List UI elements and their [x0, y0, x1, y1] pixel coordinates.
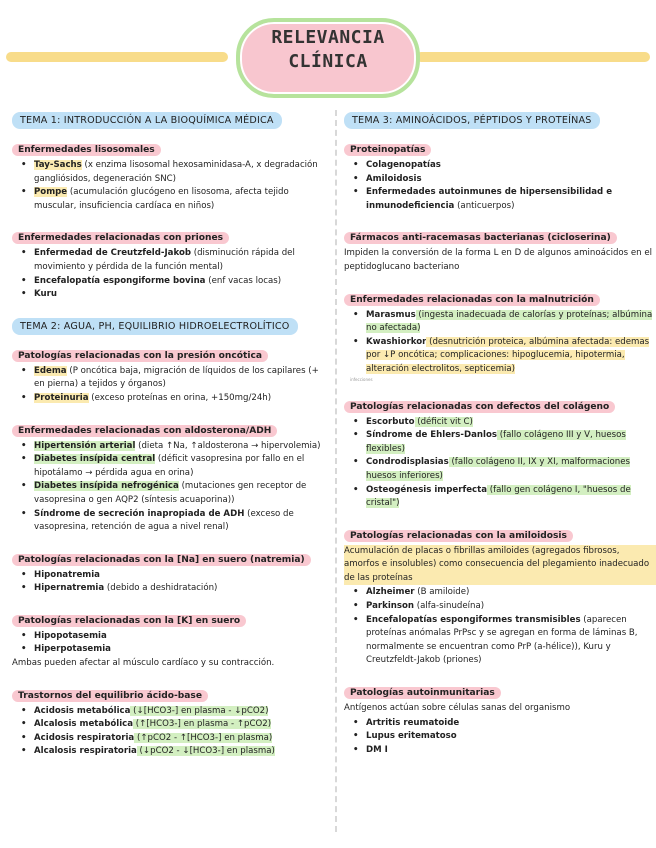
section-potasio — [12, 608, 324, 671]
section-heading: Enfermedades relacionadas con la malnutrición — [344, 294, 600, 306]
term: Síndrome de Ehlers-Danlos — [366, 430, 497, 441]
detail: (↓[HCO3-] en plasma - ↓pCO2) — [130, 705, 269, 716]
title-line-2: CLÍNICA — [288, 51, 368, 72]
term: Síndrome de secreción inapropiada de ADH — [34, 508, 245, 519]
column-divider — [335, 110, 337, 832]
term: Acidosis metabólica — [34, 705, 131, 716]
list-item — [344, 484, 656, 511]
term: Amiloidosis — [366, 173, 422, 184]
tema-2-heading: TEMA 2: AGUA, PH, EQUILIBRIO HIDROELECTROLÍTICO — [12, 318, 298, 335]
list-item — [344, 173, 656, 187]
term: Colagenopatías — [366, 160, 441, 170]
title-line-1: RELEVANCIA — [271, 27, 385, 48]
detail: (acumulación glucógeno en lisosoma, afecta tejido muscular, insuficiencia cardíaca en niños) — [34, 187, 289, 211]
term: Encefalopatía espongiforme bovina — [34, 275, 206, 286]
list-item — [12, 288, 324, 302]
tema-3-heading: TEMA 3: AMINOÁCIDOS, PÉPTIDOS Y PROTEÍNAS — [344, 112, 600, 129]
term: Enfermedad de Creutzfeld-Jakob — [34, 248, 192, 259]
list-item — [12, 582, 324, 596]
detail: (mutaciones gen receptor de vasopresina o gen AQP2 (síntesis acuaporina)) — [34, 481, 307, 505]
term: Marasmus — [366, 309, 416, 320]
term: Hiponatremia — [34, 569, 100, 580]
detail: (aparecen proteínas anómalas PrPsc y se agregan en forma de láminas B, normalmente se encuentran como PrP (a-hélice)), Kuru y Creutzfeldt-Jakob (priones) — [366, 614, 638, 666]
section-proteinopatias — [344, 137, 656, 213]
list-item — [344, 416, 656, 430]
term: Tay-Sachs — [34, 160, 82, 170]
term: Osteogénesis imperfecta — [366, 484, 488, 495]
section-farmacos — [344, 225, 656, 274]
list-item — [12, 275, 324, 289]
list-item — [12, 247, 324, 274]
handwritten-note: infecciones — [350, 376, 373, 382]
decor-line-left — [6, 52, 228, 62]
section-malnutricion — [344, 287, 656, 382]
term: Acidosis respiratoria — [34, 732, 135, 743]
detail: (fallo colágeno III y V, huesos flexibles) — [366, 430, 626, 454]
detail: (ingesta inadecuada de calorías y proteínas; albúmina no afectada) — [366, 309, 653, 334]
detail: (alfa-sinudeína) — [414, 601, 485, 612]
term: Alcalosis respiratoria — [34, 746, 137, 757]
term: Pompe — [34, 187, 68, 198]
section-heading: Enfermedades relacionadas con aldosterona/ADH — [12, 425, 277, 437]
detail: (x enzima lisosomal hexosaminidasa-A, x degradación gangliósidos, degeneración SNC) — [34, 160, 318, 184]
list-item — [344, 744, 656, 758]
detail: (debido a deshidratación) — [104, 583, 218, 594]
section-priones — [12, 225, 324, 301]
term: Hipernatremia — [34, 583, 105, 594]
term: Diabetes insípida nefrogénica — [34, 481, 179, 492]
list-item — [344, 456, 656, 483]
section-heading: Patologías relacionadas con la [Na] en suero (natremia) — [12, 554, 311, 566]
list-item — [344, 429, 656, 456]
section-heading: Patologías relacionadas con la amiloidosis — [344, 530, 573, 542]
detail: (↑[HCO3-] en plasma - ↑pCO2) — [133, 719, 272, 730]
detail: (B amiloide) — [414, 587, 470, 598]
detail: (disminución rápida del movimiento y pérdida de la función mental) — [34, 248, 295, 272]
section-note: Ambas pueden afectar al músculo cardíaco y su contracción. — [12, 658, 275, 669]
term: Parkinson — [366, 601, 415, 612]
term: Kuru — [34, 289, 57, 300]
term: Diabetes insípida central — [34, 454, 156, 465]
list-item — [344, 586, 656, 600]
detail: (exceso proteínas en orina, +150mg/24h) — [88, 392, 272, 403]
term: Encefalopatías espongiformes transmisibles — [366, 614, 581, 625]
term: Hipopotasemia — [34, 630, 107, 641]
detail: (enf vacas locas) — [205, 275, 282, 286]
detail: (dieta ↑Na, ↑aldosterona → hipervolemia) — [135, 440, 321, 451]
list-item — [12, 453, 324, 480]
list-item — [344, 336, 656, 377]
detail: (déficit vasopresina por fallo en el hipotálamo → pérdida agua en orina) — [34, 454, 305, 478]
list-item — [12, 643, 324, 657]
detail: (fallo gen colágeno I, "huesos de cristal") — [366, 484, 631, 509]
section-heading: Patologías autoinmunitarias — [344, 687, 501, 699]
list-item — [344, 600, 656, 614]
section-heading: Trastornos del equilibrio ácido-base — [12, 690, 208, 702]
section-amiloidosis — [344, 523, 656, 668]
term: Hipertensión arterial — [34, 440, 136, 451]
list-item — [344, 730, 656, 744]
section-heading: Fármacos anti-racemasas bacterianas (cicloserina) — [344, 232, 617, 244]
term: Kwashiorkor — [366, 336, 427, 347]
section-heading: Enfermedades lisosomales — [12, 144, 161, 156]
term: Hiperpotasemia — [34, 644, 111, 655]
section-acido-base — [12, 683, 324, 759]
list-item — [12, 508, 324, 535]
list-item — [12, 159, 324, 186]
list-item — [12, 745, 324, 759]
detail: (exceso de vasopresina, retención de agua a nivel renal) — [34, 508, 294, 533]
list-item — [12, 732, 324, 746]
list-item — [12, 630, 324, 644]
list-item — [12, 365, 324, 392]
section-heading: Proteinopatías — [344, 144, 431, 156]
list-item — [344, 717, 656, 731]
detail: (déficit vit C) — [414, 416, 473, 427]
section-autoinmunitarias — [344, 680, 656, 757]
detail: (anticuerpos) — [454, 200, 515, 211]
detail: (desnutrición proteica, albúmina afectada: edemas por ↓P oncótica; complicaciones: hipoglucemia, hipotermia, alteración electrolitos, septicemia) — [366, 336, 650, 374]
page-title — [236, 26, 420, 74]
term: DM I — [366, 744, 388, 755]
section-aldosterona — [12, 418, 324, 535]
section-text: Impiden la conversión de la forma L en D de algunos aminoácidos en el peptidoglucano bacteriano — [344, 248, 653, 272]
detail: (↑pCO2 - ↑[HCO3-] en plasma) — [134, 732, 273, 743]
term: Lupus eritematoso — [366, 731, 457, 742]
list-item — [12, 718, 324, 732]
detail: (P oncótica baja, migración de líquidos de los capilares (+ en pierna) a tejidos y órganos) — [34, 365, 319, 390]
term: Alcalosis metabólica — [34, 719, 134, 730]
left-column — [12, 108, 324, 771]
detail: (↓pCO2 - ↓[HCO3-] en plasma) — [136, 746, 275, 757]
term: Condrodisplasias — [366, 457, 449, 468]
section-heading: Patologías relacionadas con la presión oncótica — [12, 350, 268, 362]
decor-line-right — [416, 52, 650, 62]
section-heading: Enfermedades relacionadas con priones — [12, 232, 229, 244]
section-natremia — [12, 547, 324, 596]
term: Enfermedades autoinmunes de hipersensibilidad e inmunodeficiencia — [366, 187, 613, 211]
detail: (fallo colágeno II, IX y XI, malformaciones huesos inferiores) — [366, 457, 630, 481]
term: Escorbuto — [366, 416, 415, 427]
list-item — [344, 159, 656, 173]
term: Edema — [34, 365, 67, 376]
section-presion-oncotica — [12, 343, 324, 406]
list-item — [12, 705, 324, 719]
section-lisosomales — [12, 137, 324, 213]
list-item — [12, 392, 324, 406]
list-item — [12, 569, 324, 583]
section-colageno — [344, 394, 656, 511]
section-heading: Patologías relacionadas con defectos del colágeno — [344, 401, 615, 413]
term: Artritis reumatoide — [366, 717, 460, 728]
section-text: Acumulación de placas o fibrillas amiloides (agregados fibrosos, amorfos e insolubles) como consecuencia del plegamiento inadecuado de las proteínas — [344, 545, 656, 586]
list-item — [12, 186, 324, 213]
list-item — [12, 480, 324, 507]
section-text: Antígenos actúan sobre células sanas del organismo — [344, 703, 571, 714]
list-item — [344, 614, 656, 668]
term: Proteinuria — [34, 392, 89, 403]
list-item — [344, 186, 656, 213]
right-column — [344, 108, 656, 769]
tema-1-heading: TEMA 1: INTRODUCCIÓN A LA BIOQUÍMICA MÉDICA — [12, 112, 282, 129]
term: Alzheimer — [366, 587, 415, 598]
section-heading: Patologías relacionadas con la [K] en suero — [12, 615, 246, 627]
list-item — [344, 309, 656, 336]
list-item — [12, 440, 324, 454]
